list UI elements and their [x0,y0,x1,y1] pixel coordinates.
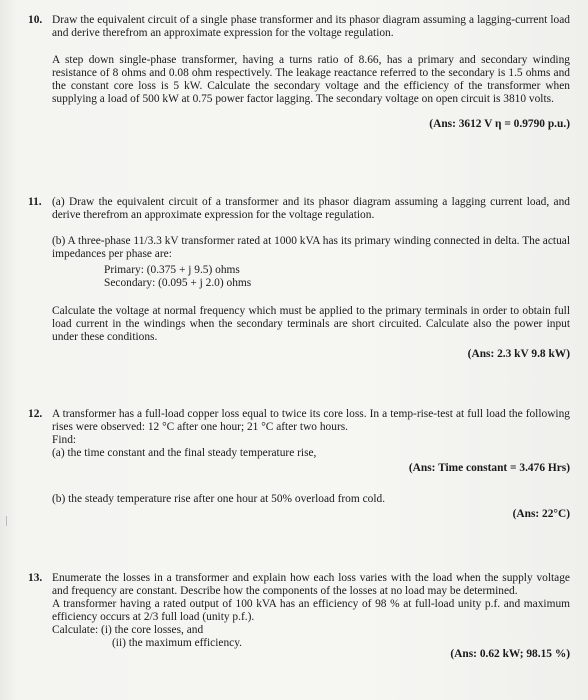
question-part-b: (b) the steady temperature rise after one hour at 50% overload from cold. [52,493,386,505]
question-part-b: (b) A three-phase 11/3.3 kV transformer rated at 1000 kVA has its primary winding connected in delta. The actual impedances per phase are: [52,235,570,260]
find-label: Find: [52,434,77,446]
question-intro: Enumerate the losses in a transformer and explain how each loss varies with the load when the supply voltage and frequency are constant. Describe how the components of the losses at no load may be determined. [52,572,570,597]
question-calculation: Calculate the voltage at normal frequency which must be applied to the primary terminals in order to obtain full load current in the windings when the secondary terminals are short circuited. Calculate also the power input under these conditions. [52,305,570,343]
secondary-impedance: Secondary: (0.095 + j 2.0) ohms [104,277,252,289]
primary-impedance: Primary: (0.375 + j 9.5) ohms [104,264,240,276]
question-11 [28,196,570,361]
question-number: 12. [28,408,43,420]
calc-item-ii: (ii) the maximum efficiency. [112,637,242,649]
answer: (Ans: 0.62 kW; 98.15 %) [450,648,570,660]
answer-b: (Ans: 22°C) [512,508,570,520]
question-part-a: (a) Draw the equivalent circuit of a transformer and its phasor diagram assuming a lagging current load, and derive therefrom an approximate expression for the voltage regulation. [52,196,570,221]
margin-mark [6,516,7,526]
calc-item-i: Calculate: (i) the core losses, and [52,624,204,636]
answer: (Ans: 3612 V η = 0.9790 p.u.) [429,118,570,130]
question-10 [28,14,570,131]
question-intro: A transformer has a full-load copper loss equal to twice its core loss. In a temp-rise-test at full load the following rises were observed: 12 °C after one hour; 21 °C after two hours. [52,408,570,433]
question-12 [28,408,570,521]
answer-a: (Ans: Time constant = 3.476 Hrs) [408,462,570,474]
question-number: 11. [28,196,42,208]
question-number: 10. [28,14,43,26]
question-problem: A transformer having a rated output of 100 kVA has an efficiency of 98 % at full-load unity p.f. and maximum efficiency occurs at 2/3 full load (unity p.f.). [52,598,570,623]
question-number: 13. [28,572,43,584]
question-13 [28,572,570,661]
question-part-a: (a) the time constant and the final steady temperature rise, [52,447,317,459]
answer: (Ans: 2.3 kV 9.8 kW) [467,348,570,360]
impedance-list [104,264,570,290]
question-intro: Draw the equivalent circuit of a single phase transformer and its phasor diagram assuming a lagging-current load and derive therefrom an approximate expression for the voltage regulation. [52,14,570,39]
question-problem: A step down single-phase transformer, having a turns ratio of 8.66, has a primary and secondary winding resistance of 8 ohms and 0.08 ohm respectively. The leakage reactance referred to the secondary is 1.5 ohms and the constant core loss is 5 kW. Calculate the secondary voltage and the efficiency of the transformer when supplying a load of 500 kW at 0.75 power factor lagging. The secondary voltage on open circuit is 3810 volts. [52,54,570,105]
